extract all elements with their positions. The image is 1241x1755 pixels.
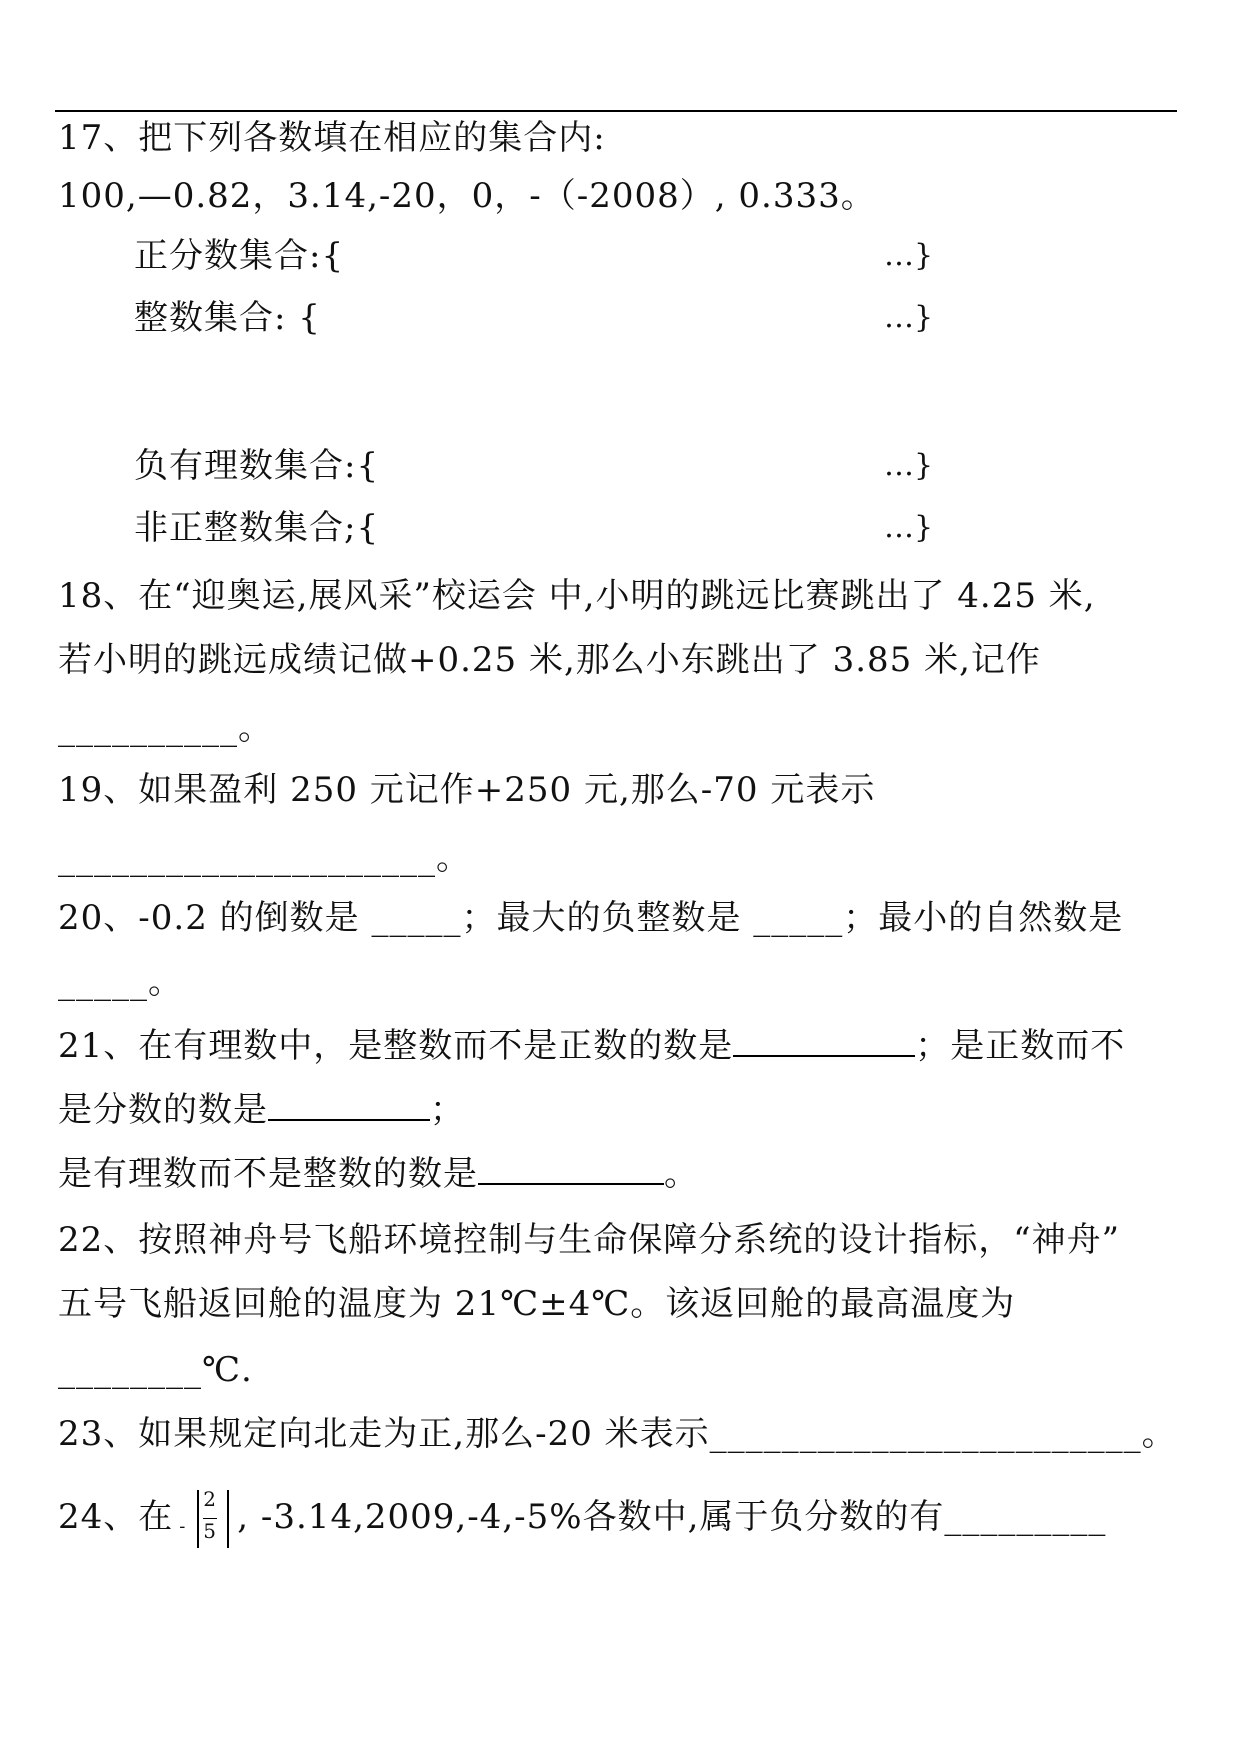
q21-line2-tail: ； [430,1090,465,1130]
abs-bar-left [197,1490,199,1548]
set-negative-rationals: 负有理数集合:{ [134,446,380,486]
q21-line1-tail: ；是正数而不 [915,1026,1126,1066]
abs-bar-right [227,1490,229,1548]
q21-line2 [58,1090,465,1130]
q19-blank: _____________________。 [58,838,471,878]
q22-blank: ________℃. [58,1350,253,1390]
set-integers: 整数集合: { [134,298,321,338]
q22-line1: 22、按照神舟号飞船环境控制与生命保障分系统的设计指标，“神舟” [58,1220,1121,1260]
set-negative-rationals-end: …} [884,448,934,483]
q24-rest: , -3.14,2009,-4,-5%各数中,属于负分数的有_________ [237,1497,1107,1537]
fraction-sign: - [179,1516,187,1537]
q21-line3 [58,1154,699,1194]
q20-line1: 20、-0.2 的倒数是 _____；最大的负整数是 _____；最小的自然数是 [58,898,1124,938]
fraction-numerator: 2 [203,1487,217,1511]
q18-line1: 18、在“迎奥运,展风采”校运会 中,小明的跳远比赛跳出了 4.25 米, [58,576,1096,616]
q24-line1 [58,1486,1106,1550]
q21-blank-1 [733,1027,915,1057]
q21-blank-2 [268,1091,430,1121]
set-positive-fractions: 正分数集合:{ [134,236,345,276]
set-nonpositive-integers-end: …} [884,510,934,545]
q18-line2: 若小明的跳远成绩记做+0.25 米,那么小东跳出了 3.85 米,记作 [58,640,1041,680]
q20-blank: _____。 [58,962,183,1002]
q19-line1: 19、如果盈利 250 元记作+250 元,那么-70 元表示 [58,770,876,810]
q21-line3-tail: 。 [664,1154,699,1194]
q21-line1 [58,1026,1125,1066]
q24-prefix: 24、在 [58,1497,174,1537]
fraction-denominator: 5 [203,1519,217,1543]
set-integers-end: …} [884,300,934,335]
q23-line1: 23、如果规定向北走为正,那么-20 米表示________________________。 [58,1414,1177,1454]
header-rule [55,110,1177,112]
q17-numbers: 100,—0.82，3.14,-20，0，-（-2008）, 0.333。 [58,176,876,216]
set-nonpositive-integers: 非正整数集合;{ [134,508,380,548]
q21-blank-3 [478,1155,664,1185]
set-positive-fractions-end: …} [884,238,934,273]
q21-line1-text: 21、在有理数中，是整数而不是正数的数是 [58,1026,734,1066]
q18-blank: __________。 [58,708,273,748]
q17-title: 17、把下列各数填在相应的集合内: [58,118,606,158]
q21-line3-text: 是有理数而不是整数的数是 [58,1154,478,1194]
q21-line2-text: 是分数的数是 [58,1090,268,1130]
abs-fraction [179,1487,233,1550]
q22-line2: 五号飞船返回舱的温度为 21℃±4℃。该返回舱的最高温度为 [58,1284,1016,1324]
